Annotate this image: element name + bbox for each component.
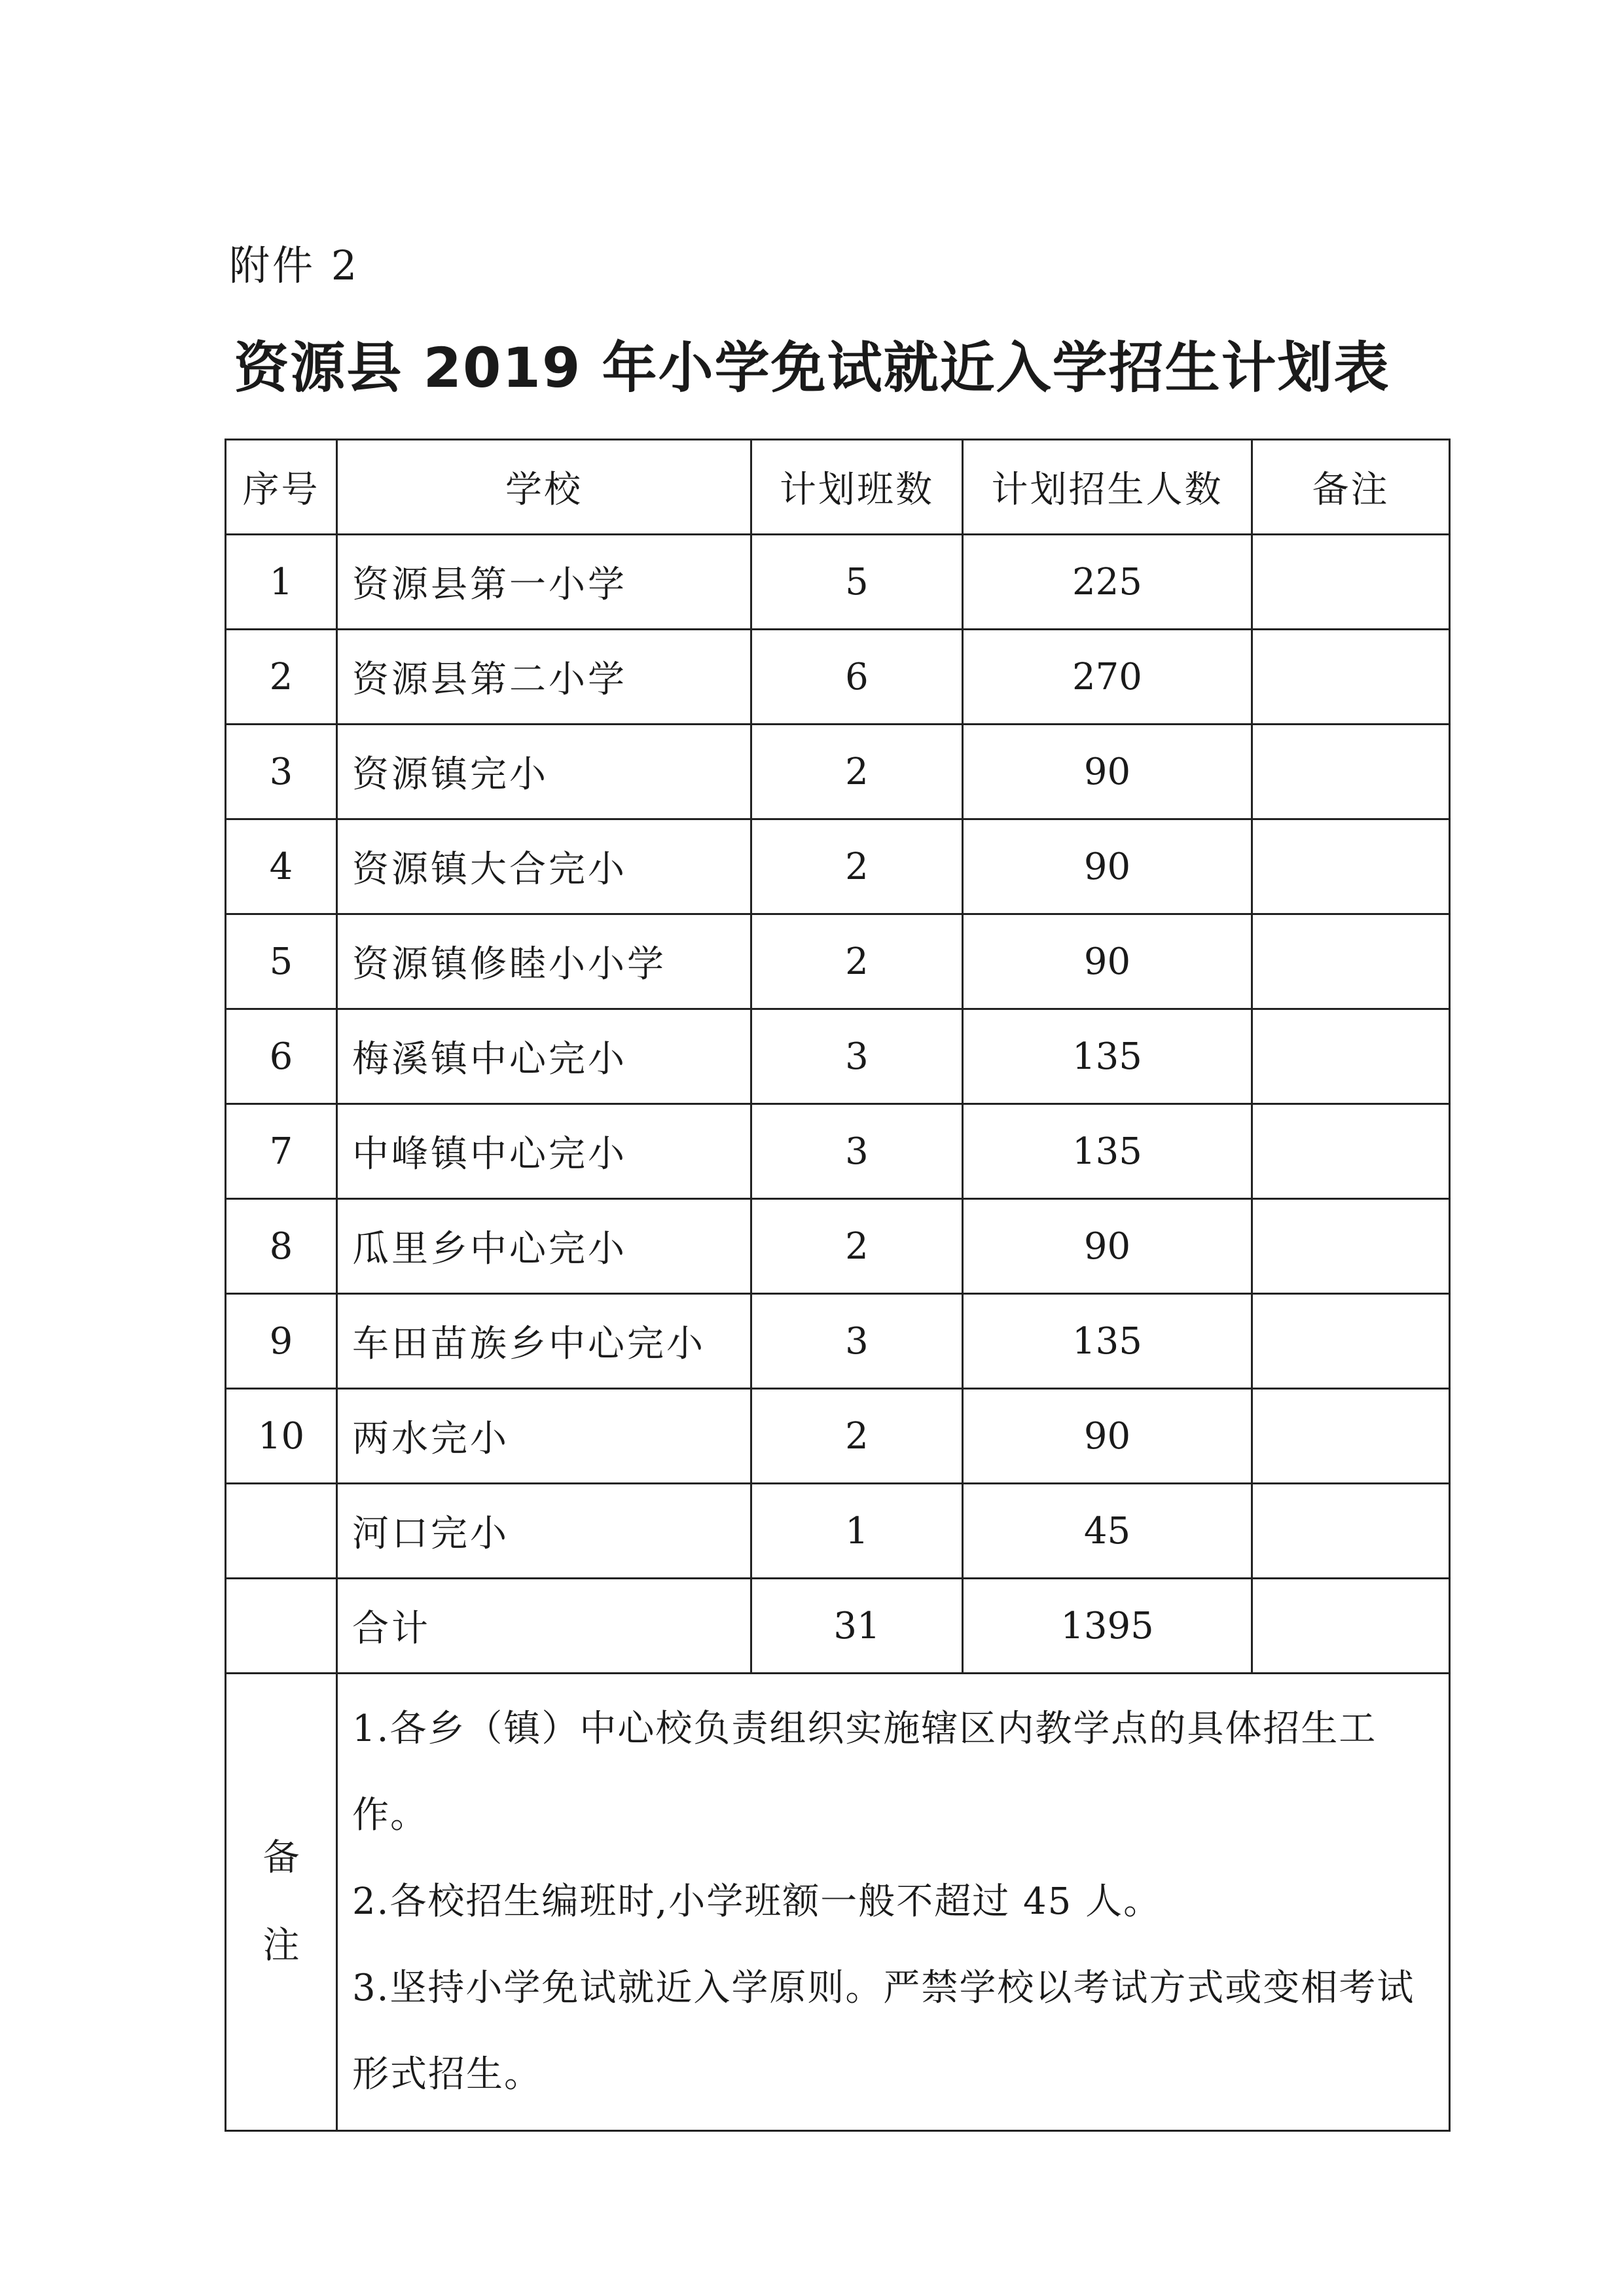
note-item-1: 1.各乡（镇）中心校负责组织实施辖区内教学点的具体招生工作。: [352, 1708, 1377, 1837]
row-classes: 2: [751, 819, 963, 914]
row-index: 1: [226, 535, 337, 630]
enrollment-plan-table: [225, 439, 1451, 2132]
row-index: 4: [226, 819, 337, 914]
row-classes: 3: [751, 1104, 963, 1199]
row-index: 3: [226, 725, 337, 819]
row-remarks: [1252, 630, 1450, 725]
row-classes: 1: [751, 1484, 963, 1579]
row-remarks: [1252, 914, 1450, 1009]
row-index: 8: [226, 1199, 337, 1294]
row-students: 90: [963, 1389, 1252, 1484]
row-school: 资源镇修睦小小学: [337, 914, 751, 1009]
row-remarks: [1252, 725, 1450, 819]
table-row: [226, 819, 1450, 914]
row-students: 270: [963, 630, 1252, 725]
total-classes: 31: [751, 1579, 963, 1674]
row-index: 9: [226, 1294, 337, 1389]
row-remarks: [1252, 1294, 1450, 1389]
row-index: [226, 1484, 337, 1579]
table-row: [226, 1199, 1450, 1294]
row-school: 资源镇大合完小: [337, 819, 751, 914]
row-school: 中峰镇中心完小: [337, 1104, 751, 1199]
row-school: 梅溪镇中心完小: [337, 1009, 751, 1104]
row-remarks: [1252, 1389, 1450, 1484]
total-row: [226, 1579, 1450, 1674]
row-students: 90: [963, 1199, 1252, 1294]
total-remarks: [1252, 1579, 1450, 1674]
table-row: [226, 1389, 1450, 1484]
row-school: 河口完小: [337, 1484, 751, 1579]
row-index: 7: [226, 1104, 337, 1199]
row-students: 90: [963, 725, 1252, 819]
row-index: 5: [226, 914, 337, 1009]
row-index: 2: [226, 630, 337, 725]
row-school: 两水完小: [337, 1389, 751, 1484]
table-row: [226, 914, 1450, 1009]
total-students: 1395: [963, 1579, 1252, 1674]
header-remarks: 备注: [1252, 440, 1450, 535]
table-row: [226, 1104, 1450, 1199]
row-classes: 3: [751, 1009, 963, 1104]
total-label: 合计: [337, 1579, 751, 1674]
row-classes: 2: [751, 1199, 963, 1294]
row-remarks: [1252, 1484, 1450, 1579]
notes-body: [337, 1674, 1450, 2131]
document-title: 资源县 2019 年小学免试就近入学招生计划表: [234, 336, 1390, 400]
row-classes: 2: [751, 1389, 963, 1484]
row-students: 135: [963, 1104, 1252, 1199]
row-classes: 2: [751, 914, 963, 1009]
row-index: 10: [226, 1389, 337, 1484]
header-index: 序号: [226, 440, 337, 535]
row-remarks: [1252, 1009, 1450, 1104]
row-school: 资源镇完小: [337, 725, 751, 819]
table-row: [226, 725, 1450, 819]
table-row: [226, 1484, 1450, 1579]
row-classes: 2: [751, 725, 963, 819]
table-row: [226, 1294, 1450, 1389]
notes-row: [226, 1674, 1450, 2131]
row-students: 135: [963, 1009, 1252, 1104]
row-school: 瓜里乡中心完小: [337, 1199, 751, 1294]
row-classes: 5: [751, 535, 963, 630]
row-school: 车田苗族乡中心完小: [337, 1294, 751, 1389]
row-remarks: [1252, 1104, 1450, 1199]
header-classes: 计划班数: [751, 440, 963, 535]
row-students: 135: [963, 1294, 1252, 1389]
row-students: 90: [963, 914, 1252, 1009]
notes-heading: [226, 1674, 337, 2131]
attachment-label: 附件 2: [229, 242, 360, 289]
row-classes: 6: [751, 630, 963, 725]
note-item-2: 2.各校招生编班时,小学班额一般不超过 45 人。: [352, 1880, 1162, 1923]
row-students: 45: [963, 1484, 1252, 1579]
row-classes: 3: [751, 1294, 963, 1389]
note-item-3: 3.坚持小学免试就近入学原则。严禁学校以考试方式或变相考试形式招生。: [352, 1967, 1415, 2096]
row-school: 资源县第二小学: [337, 630, 751, 725]
notes-heading-char-2: 注: [262, 1924, 300, 1967]
row-remarks: [1252, 535, 1450, 630]
table-row: [226, 1009, 1450, 1104]
table-row: [226, 535, 1450, 630]
row-remarks: [1252, 1199, 1450, 1294]
row-remarks: [1252, 819, 1450, 914]
row-school: 资源县第一小学: [337, 535, 751, 630]
row-students: 225: [963, 535, 1252, 630]
table-row: [226, 630, 1450, 725]
table-header-row: [226, 440, 1450, 535]
row-index: 6: [226, 1009, 337, 1104]
row-students: 90: [963, 819, 1252, 914]
header-school: 学校: [337, 440, 751, 535]
total-index: [226, 1579, 337, 1674]
header-students: 计划招生人数: [963, 440, 1252, 535]
notes-heading-char-1: 备: [262, 1837, 300, 1879]
